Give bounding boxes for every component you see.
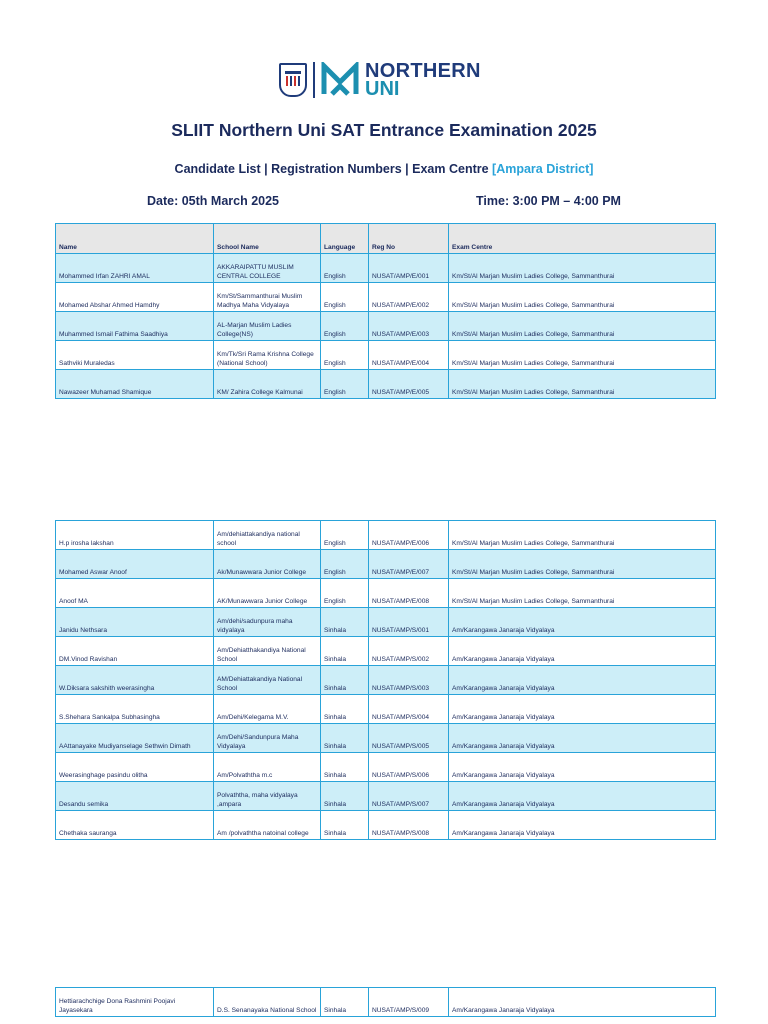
- cell-reg-no: NUSAT/AMP/E/006: [369, 521, 449, 550]
- cell-school-name: Am/Dehi/Sandunpura Maha Vidyalaya: [214, 724, 321, 753]
- cell-school-name: AL-Marjan Muslim Ladies College(NS): [214, 312, 321, 341]
- cell-candidate-name: Janidu Nethsara: [56, 608, 214, 637]
- cell-reg-no: NUSAT/AMP/S/006: [369, 753, 449, 782]
- cell-language: English: [321, 370, 369, 399]
- cell-exam-centre: Am/Karangawa Janaraja Vidyalaya: [449, 637, 716, 666]
- cell-school-name: Am/Dehi/Kelegama M.V.: [214, 695, 321, 724]
- candidate-table-2: [55, 520, 716, 840]
- candidate-table-3: [55, 987, 716, 1017]
- header-reg-no: Reg No: [369, 224, 449, 254]
- table-row: [56, 753, 716, 782]
- subtitle-main: Candidate List | Registration Numbers | Exam Centre: [174, 162, 493, 176]
- cell-reg-no: NUSAT/AMP/E/007: [369, 550, 449, 579]
- cell-school-name: Am/dehi/sadunpura maha vidyalaya: [214, 608, 321, 637]
- northern-uni-logo: [279, 62, 481, 98]
- cell-reg-no: NUSAT/AMP/E/005: [369, 370, 449, 399]
- table-row: [56, 608, 716, 637]
- cell-reg-no: NUSAT/AMP/S/005: [369, 724, 449, 753]
- cell-exam-centre: Km/St/Al Marjan Muslim Ladies College, Sammanthurai: [449, 521, 716, 550]
- cell-school-name: Am /polvaththa natoinal college: [214, 811, 321, 840]
- cell-exam-centre: Am/Karangawa Janaraja Vidyalaya: [449, 666, 716, 695]
- cell-exam-centre: Km/St/Al Marjan Muslim Ladies College, Sammanthurai: [449, 370, 716, 399]
- cell-school-name: Polvaththa, maha vidyalaya ,ampara: [214, 782, 321, 811]
- table-row: [56, 521, 716, 550]
- cell-language: English: [321, 341, 369, 370]
- cell-exam-centre: Km/St/Al Marjan Muslim Ladies College, Sammanthurai: [449, 341, 716, 370]
- cell-language: Sinhala: [321, 608, 369, 637]
- cell-reg-no: NUSAT/AMP/E/003: [369, 312, 449, 341]
- cell-reg-no: NUSAT/AMP/S/003: [369, 666, 449, 695]
- cell-exam-centre: Km/St/Al Marjan Muslim Ladies College, Sammanthurai: [449, 254, 716, 283]
- cell-candidate-name: Muhammed Ismail Fathima Saadhiya: [56, 312, 214, 341]
- cell-language: English: [321, 283, 369, 312]
- header-exam-centre: Exam Centre: [449, 224, 716, 254]
- cell-reg-no: NUSAT/AMP/E/004: [369, 341, 449, 370]
- cell-language: Sinhala: [321, 695, 369, 724]
- cell-school-name: AM/Dehiattakandiya National School: [214, 666, 321, 695]
- exam-time: Time: 3:00 PM – 4:00 PM: [476, 194, 621, 208]
- table-row: [56, 637, 716, 666]
- exam-date: Date: 05th March 2025: [147, 194, 280, 208]
- sliit-crest-icon: [279, 63, 307, 97]
- cell-school-name: Am/Polvaththa m.c: [214, 753, 321, 782]
- table-row: [56, 370, 716, 399]
- cell-school-name: Ak/Munawwara Junior College: [214, 550, 321, 579]
- cell-reg-no: NUSAT/AMP/S/002: [369, 637, 449, 666]
- cell-candidate-name: Chethaka sauranga: [56, 811, 214, 840]
- cell-school-name: KM/ Zahira College Kalmunai: [214, 370, 321, 399]
- page-subtitle: [0, 162, 768, 176]
- cell-candidate-name: Mohammed Irfan ZAHRI AMAL: [56, 254, 214, 283]
- cell-language: Sinhala: [321, 782, 369, 811]
- table-row: [56, 312, 716, 341]
- cell-reg-no: NUSAT/AMP/S/008: [369, 811, 449, 840]
- table-row: [56, 724, 716, 753]
- cell-language: Sinhala: [321, 666, 369, 695]
- cell-candidate-name: Mohamed Abshar Ahmed Hamdhy: [56, 283, 214, 312]
- cell-exam-centre: Am/Karangawa Janaraja Vidyalaya: [449, 811, 716, 840]
- cell-school-name: Km/St/Sammanthurai Muslim Madhya Maha Vidyalaya: [214, 283, 321, 312]
- cell-reg-no: NUSAT/AMP/S/007: [369, 782, 449, 811]
- table-row: [56, 341, 716, 370]
- cell-candidate-name: W.Diksara sakshith weerasingha: [56, 666, 214, 695]
- logo-divider: [313, 62, 315, 98]
- cell-language: English: [321, 312, 369, 341]
- table-row: [56, 283, 716, 312]
- table-row: [56, 254, 716, 283]
- table-row: [56, 811, 716, 840]
- cell-exam-centre: Am/Karangawa Janaraja Vidyalaya: [449, 782, 716, 811]
- cell-exam-centre: Km/St/Al Marjan Muslim Ladies College, Sammanthurai: [449, 283, 716, 312]
- cell-school-name: AK/Munawwara Junior College: [214, 579, 321, 608]
- cell-exam-centre: Am/Karangawa Janaraja Vidyalaya: [449, 753, 716, 782]
- cell-language: Sinhala: [321, 988, 369, 1017]
- logo-text-uni: UNI: [365, 78, 400, 100]
- cell-exam-centre: Km/St/Al Marjan Muslim Ladies College, Sammanthurai: [449, 312, 716, 341]
- cell-language: Sinhala: [321, 724, 369, 753]
- table-row: [56, 666, 716, 695]
- cell-school-name: AKKARAIPATTU MUSLIM CENTRAL COLLEGE: [214, 254, 321, 283]
- cell-candidate-name: DM.Vinod Ravishan: [56, 637, 214, 666]
- cell-exam-centre: Am/Karangawa Janaraja Vidyalaya: [449, 608, 716, 637]
- header-name: Name: [56, 224, 214, 254]
- cell-candidate-name: Hettiarachchige Dona Rashmini Poojavi Jayasekara: [56, 988, 214, 1017]
- header-language: Language: [321, 224, 369, 254]
- cell-exam-centre: Km/St/Al Marjan Muslim Ladies College, Sammanthurai: [449, 550, 716, 579]
- table-row: [56, 695, 716, 724]
- cell-school-name: Am/dehiattakandiya national school: [214, 521, 321, 550]
- cell-candidate-name: Weerasinghage pasindu olitha: [56, 753, 214, 782]
- cell-exam-centre: Am/Karangawa Janaraja Vidyalaya: [449, 724, 716, 753]
- cell-exam-centre: Am/Karangawa Janaraja Vidyalaya: [449, 988, 716, 1017]
- page-title: SLIIT Northern Uni SAT Entrance Examination 2025: [171, 120, 597, 140]
- header-school-name: School Name: [214, 224, 321, 254]
- cell-exam-centre: Km/St/Al Marjan Muslim Ladies College, Sammanthurai: [449, 579, 716, 608]
- cell-school-name: Km/Tk/Sri Rama Krishna College (National School): [214, 341, 321, 370]
- cell-candidate-name: Nawazeer Muhamad Shamique: [56, 370, 214, 399]
- table-row: [56, 988, 716, 1017]
- cell-reg-no: NUSAT/AMP/S/009: [369, 988, 449, 1017]
- logo-text-northern: NORTHERN: [365, 60, 481, 82]
- cell-reg-no: NUSAT/AMP/E/001: [369, 254, 449, 283]
- cell-candidate-name: S.Shehara Sankalpa Subhasingha: [56, 695, 214, 724]
- cell-language: Sinhala: [321, 753, 369, 782]
- subtitle-district: [Ampara District]: [492, 162, 594, 176]
- cell-school-name: D.S. Senanayaka National School: [214, 988, 321, 1017]
- cell-language: English: [321, 579, 369, 608]
- cell-exam-centre: Am/Karangawa Janaraja Vidyalaya: [449, 695, 716, 724]
- cell-reg-no: NUSAT/AMP/S/001: [369, 608, 449, 637]
- cell-language: English: [321, 254, 369, 283]
- cell-school-name: Am/Dehiatthakandiya National School: [214, 637, 321, 666]
- cell-language: Sinhala: [321, 637, 369, 666]
- cell-language: English: [321, 521, 369, 550]
- cell-candidate-name: H.p irosha lakshan: [56, 521, 214, 550]
- cell-reg-no: NUSAT/AMP/E/008: [369, 579, 449, 608]
- cell-candidate-name: Sathviki Muraledas: [56, 341, 214, 370]
- cell-language: English: [321, 550, 369, 579]
- nu-logo-mark-icon: [321, 62, 359, 98]
- cell-reg-no: NUSAT/AMP/S/004: [369, 695, 449, 724]
- cell-candidate-name: Desandu semika: [56, 782, 214, 811]
- table-row: [56, 550, 716, 579]
- cell-candidate-name: Mohamed Aswar Anoof: [56, 550, 214, 579]
- table-row: [56, 579, 716, 608]
- candidate-table-1: [55, 223, 716, 399]
- cell-language: Sinhala: [321, 811, 369, 840]
- cell-candidate-name: AAttanayake Mudiyanselage Sethwin Dimath: [56, 724, 214, 753]
- cell-candidate-name: Anoof MA: [56, 579, 214, 608]
- table-row: [56, 782, 716, 811]
- cell-reg-no: NUSAT/AMP/E/002: [369, 283, 449, 312]
